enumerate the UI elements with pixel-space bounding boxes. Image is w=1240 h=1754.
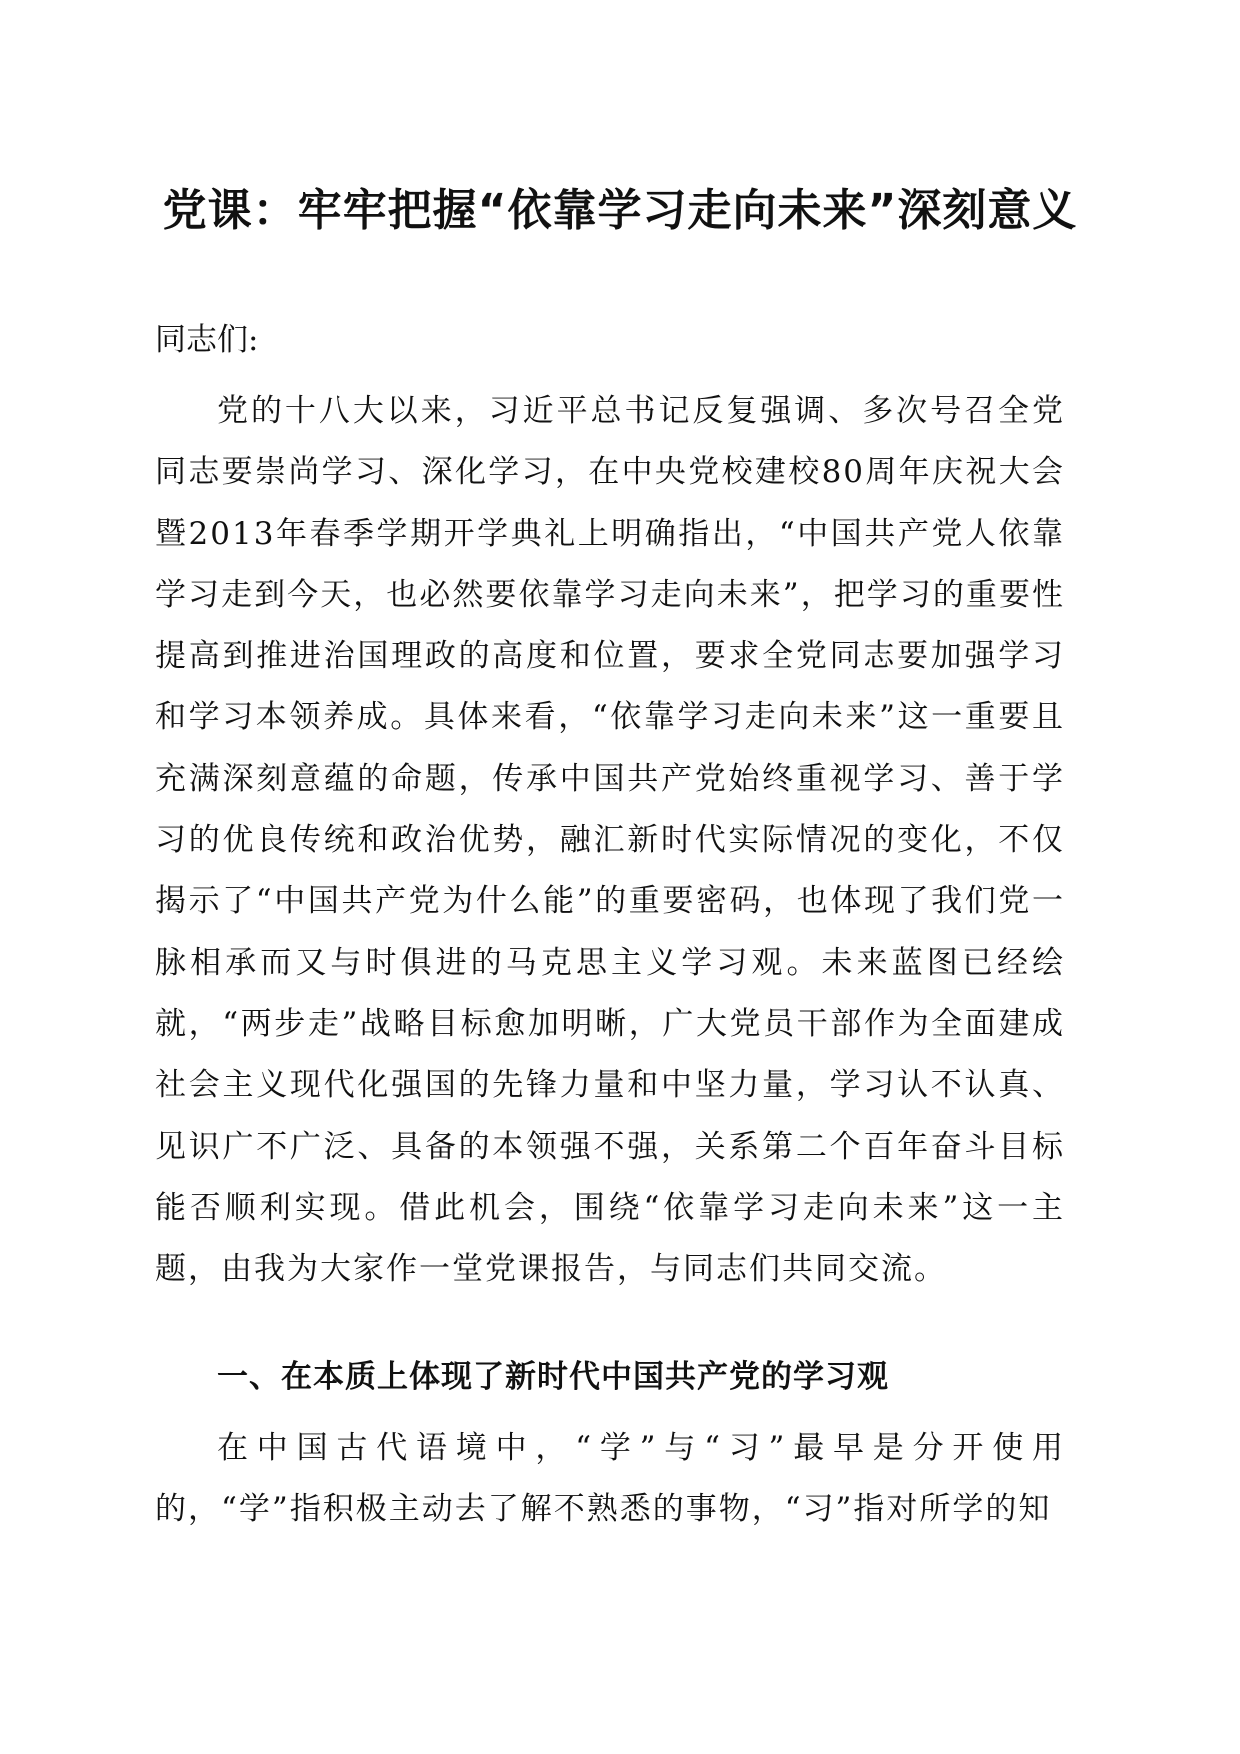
salutation: 同志们: <box>155 322 259 358</box>
body-paragraph: 党的十八大以来，习近平总书记反复强调、多次号召全党同志要崇尚学习、深化学习，在中央党校建校80周年庆祝大会暨2013年春季学期开学典礼上明确指出，“中国共产党人依靠学习走到今天，也必然要依靠学习走向未来”，把学习的重要性提高到推进治国理政的高度和位置，要求全党同志要加强学习和学习本领养成。具体来看，“依靠学习走向未来”这一重要且充满深刻意蕴的命题，传承中国共产党始终重视学习、善于学习的优良传统和政治优势，融汇新时代实际情况的变化，不仅揭示了“中国共产党为什么能”的重要密码，也体现了我们党一脉相承而又与时俱进的马克思主义学习观。未来蓝图已经绘就，“两步走”战略目标愈加明晰，广大党员干部作为全面建成社会主义现代化强国的先锋力量和中坚力量，学习认不认真、见识广不广泛、具备的本领强不强，关系第二个百年奋斗目标能否顺利实现。借此机会，围绕“依靠学习走向未来”这一主题，由我为大家作一堂党课报告，与同志们共同交流。 <box>155 393 1065 1288</box>
section-heading: 一、在本质上体现了新时代中国共产党的学习观 <box>217 1359 889 1395</box>
section-paragraph: 在中国古代语境中，“学”与“习”最早是分开使用的，“学”指积极主动去了解不熟悉的事物，“习”指对所学的知 <box>155 1430 1065 1528</box>
document-title: 党课：牢牢把握“依靠学习走向未来”深刻意义 <box>162 185 1078 236</box>
